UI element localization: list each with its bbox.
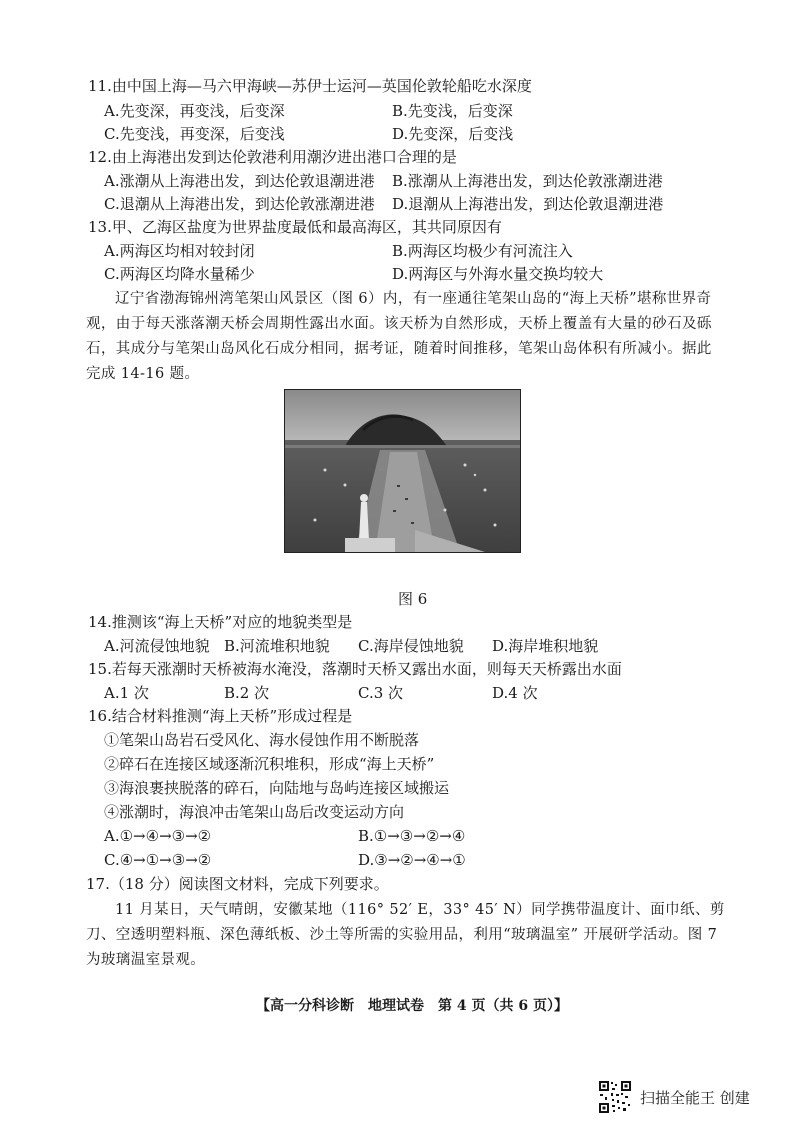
question-16-stem: 16.结合材料推测“海上天桥”形成过程是 — [88, 707, 353, 725]
question-16-statement-2: ②碎石在连接区域逐渐沉积堆积，形成“海上天桥” — [104, 755, 435, 773]
question-13-option-d: D.两海区与外海水量交换均较大 — [392, 265, 604, 283]
question-16-option-b: B.①→③→②→④ — [358, 827, 466, 845]
question-12-option-a: A.涨潮从上海港出发，到达伦敦退潮进港 — [104, 172, 375, 190]
material-14-16: 辽宁省渤海锦州湾笔架山风景区（图 6）内，有一座通往笔架山岛的“海上天桥”堪称世界奇观，由于每天涨落潮天桥会周期性露出水面。该天桥为自然形成，天桥上覆盖有大量的砂石及砾石，其成分与笔架山岛风化石成分相同，据考证，随着时间推移，笔架山岛体积有所减小。据此完成 14-16 题。 — [86, 291, 712, 382]
figure-6-caption: 图 6 — [398, 590, 428, 608]
question-11-option-a: A.先变深，再变浅，后变深 — [104, 102, 285, 120]
question-16-statement-4: ④涨潮时，海浪冲击笔架山岛后改变运动方向 — [104, 803, 405, 821]
question-13-option-a: A.两海区均相对较封闭 — [104, 242, 255, 260]
question-14-stem: 14.推测该“海上天桥”对应的地貌类型是 — [88, 613, 353, 631]
question-12-option-b: B.涨潮从上海港出发，到达伦敦涨潮进港 — [392, 172, 663, 190]
question-13-option-b: B.两海区均极少有河流注入 — [392, 242, 573, 260]
page-footer: 【高一分科诊断 地理试卷 第 4 页（共 6 页）】 — [256, 998, 568, 1014]
figure-6-photo — [284, 389, 521, 553]
question-15-option-b: B.2 次 — [224, 684, 270, 702]
question-13-stem: 13.甲、乙海区盐度为世界盐度最低和最高海区，其共同原因有 — [88, 218, 502, 236]
scanner-brand-text: 扫描全能王 创建 — [640, 1088, 750, 1107]
question-14-option-b: B.河流堆积地貌 — [224, 637, 330, 655]
question-11-option-c: C.先变浅，再变深，后变浅 — [104, 125, 285, 143]
question-12-option-c: C.退潮从上海港出发，到达伦敦涨潮进港 — [104, 195, 375, 213]
question-11-stem: 11.由中国上海—马六甲海峡—苏伊士运河—英国伦敦轮船吃水深度 — [88, 77, 532, 95]
question-14-option-a: A.河流侵蚀地貌 — [104, 637, 210, 655]
question-13-option-c: C.两海区均降水量稀少 — [104, 265, 255, 283]
qr-code-icon — [598, 1080, 632, 1114]
question-16-option-d: D.③→②→④→① — [358, 851, 466, 869]
question-11-option-d: D.先变深，后变浅 — [392, 125, 514, 143]
question-16-option-a: A.①→④→③→② — [104, 827, 212, 845]
coastal-landscape-image — [285, 390, 520, 552]
question-14-option-c: C.海岸侵蚀地貌 — [358, 637, 464, 655]
question-15-option-d: D.4 次 — [492, 684, 538, 702]
question-17-material: 11 月某日，天气晴朗，安徽某地（116° 52′ E，33° 45′ N）同学携带温度计、面巾纸、剪刀、空透明塑料瓶、深色薄纸板、沙土等所需的实验用品，利用“玻璃温室” 开展研学活动。图 7 为玻璃温室景观。 — [86, 902, 725, 968]
scanner-watermark — [598, 1080, 750, 1114]
question-11-option-b: B.先变浅，后变深 — [392, 102, 513, 120]
question-16-option-c: C.④→①→③→② — [104, 851, 212, 869]
question-15-option-c: C.3 次 — [358, 684, 404, 702]
question-12-stem: 12.由上海港出发到达伦敦港利用潮汐进出港口合理的是 — [88, 148, 457, 166]
question-15-option-a: A.1 次 — [104, 684, 149, 702]
question-15-stem: 15.若每天涨潮时天桥被海水淹没，落潮时天桥又露出水面，则每天天桥露出水面 — [88, 660, 622, 678]
question-16-statement-3: ③海浪裹挟脱落的碎石，向陆地与岛屿连接区域搬运 — [104, 779, 450, 797]
question-12-option-d: D.退潮从上海港出发，到达伦敦退潮进港 — [392, 195, 664, 213]
question-16-statement-1: ①笔架山岛岩石受风化、海水侵蚀作用不断脱落 — [104, 731, 420, 749]
question-17-stem: 17.（18 分）阅读图文材料，完成下列要求。 — [86, 875, 389, 893]
question-14-option-d: D.海岸堆积地貌 — [492, 637, 599, 655]
